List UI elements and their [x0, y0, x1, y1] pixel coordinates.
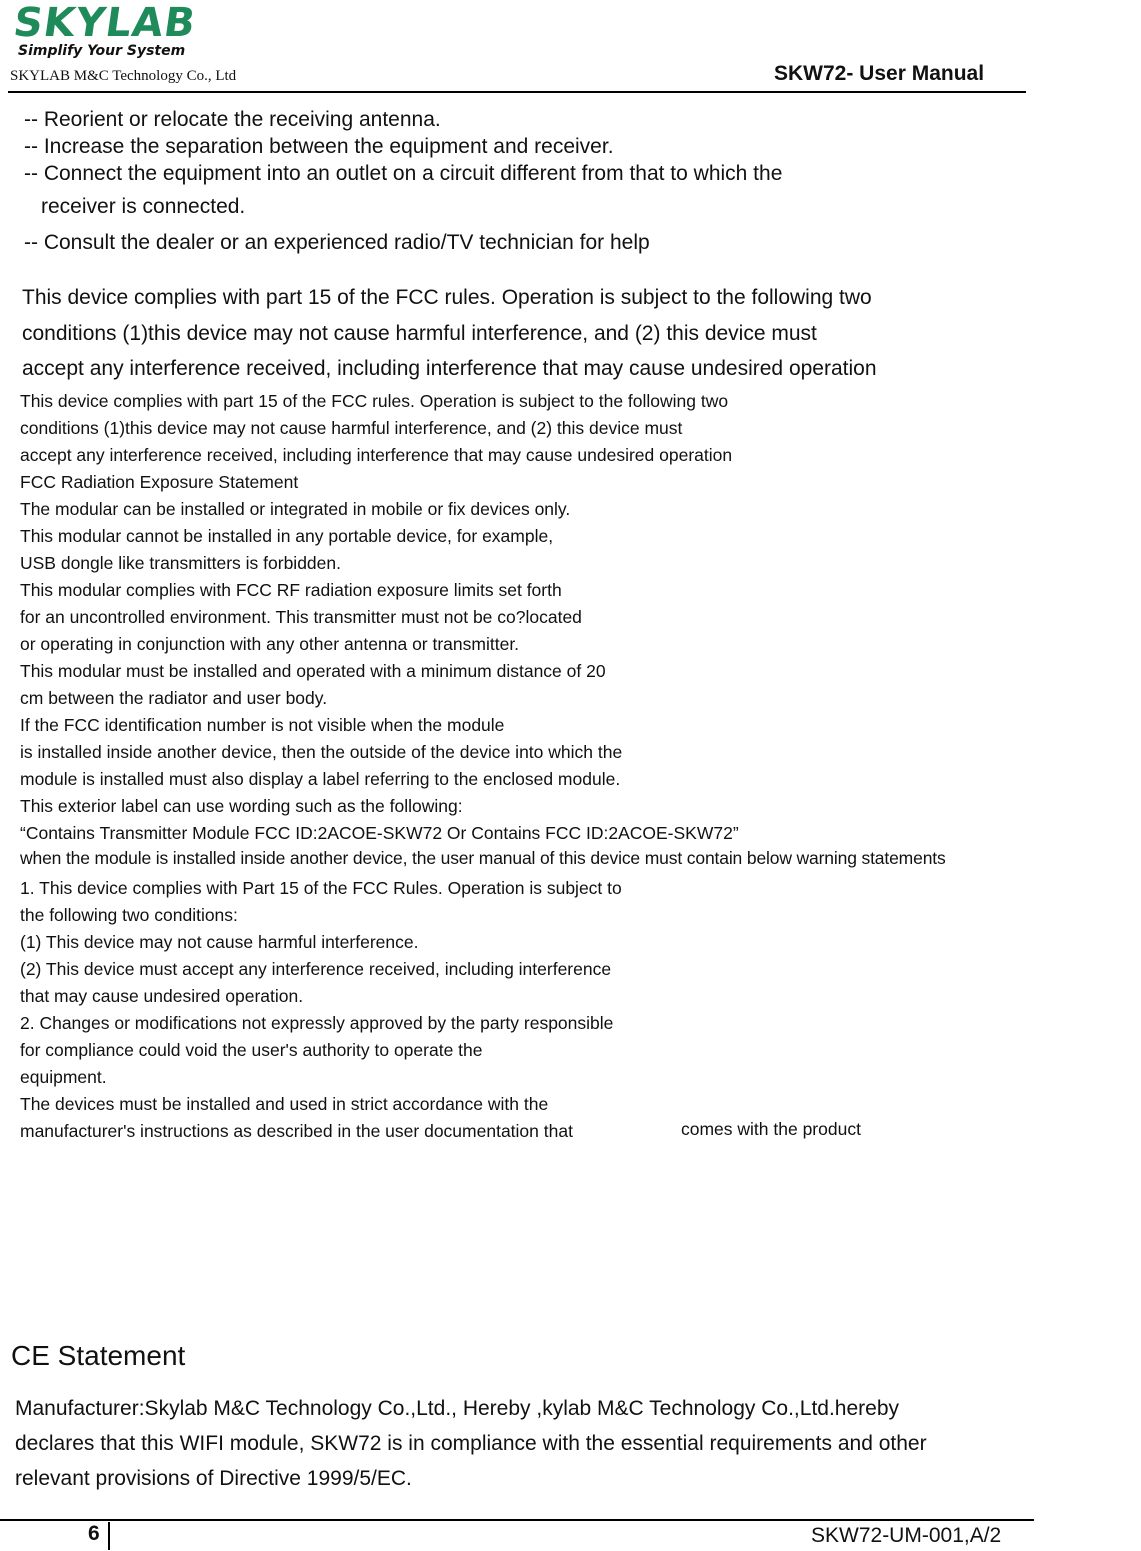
- ce-line: relevant provisions of Directive 1999/5/EC.: [15, 1467, 412, 1490]
- rf-line: This exterior label can use wording such as the following:: [20, 796, 463, 816]
- compliance-small-line: This device complies with part 15 of the FCC rules. Operation is subject to the following two: [20, 391, 729, 411]
- measure-line: -- Reorient or relocate the receiving antenna.: [24, 108, 441, 131]
- footer-separator: [108, 1522, 110, 1550]
- header-rule: [8, 91, 1026, 93]
- compliance-line: accept any interference received, including interference that may cause undesired operation: [22, 357, 877, 380]
- rf-line: equipment.: [20, 1067, 107, 1087]
- rf-line: the following two conditions:: [20, 905, 238, 925]
- page-number: 6: [88, 1522, 100, 1545]
- measure-line: -- Increase the separation between the equipment and receiver.: [24, 135, 614, 158]
- rf-heading: FCC Radiation Exposure Statement: [20, 472, 299, 492]
- rf-line: The modular can be installed or integrated in mobile or fix devices only.: [20, 499, 571, 519]
- ce-line: Manufacturer:Skylab M&C Technology Co.,Ltd., Hereby ,kylab M&C Technology Co.,Ltd.hereby: [15, 1397, 899, 1420]
- rf-line: This modular cannot be installed in any portable device, for example,: [20, 526, 554, 546]
- compliance-small-line: conditions (1)this device may not cause harmful interference, and (2) this device must: [20, 418, 683, 438]
- rf-line: 2. Changes or modifications not expressly approved by the party responsible: [20, 1013, 614, 1033]
- rf-line: manufacturer's instructions as described in the user documentation that: [20, 1121, 573, 1141]
- rf-line: cm between the radiator and user body.: [20, 688, 328, 708]
- company-name: SKYLAB M&C Technology Co., Ltd: [10, 68, 237, 84]
- rf-line: USB dongle like transmitters is forbidden.: [20, 553, 341, 573]
- rf-line: 1. This device complies with Part 15 of the FCC Rules. Operation is subject to: [20, 878, 622, 898]
- rf-line: for an uncontrolled environment. This transmitter must not be co?located: [20, 607, 582, 627]
- compliance-line: This device complies with part 15 of the FCC rules. Operation is subject to the following two: [22, 286, 872, 309]
- ce-line: declares that this WIFI module, SKW72 is in compliance with the essential requirements and other: [15, 1432, 927, 1455]
- measure-line: receiver is connected.: [41, 195, 246, 218]
- fcc-id-label-text: “Contains Transmitter Module FCC ID:2ACOE-SKW72 Or Contains FCC ID:2ACOE-SKW72”: [20, 823, 739, 843]
- rf-line: or operating in conjunction with any other antenna or transmitter.: [20, 634, 520, 654]
- compliance-line: conditions (1)this device may not cause harmful interference, and (2) this device must: [22, 322, 817, 345]
- manual-title: SKW72- User Manual: [774, 62, 985, 85]
- logo-tagline: Simplify Your System: [18, 43, 186, 59]
- rf-line: for compliance could void the user's authority to operate the: [20, 1040, 483, 1060]
- document-code: SKW72-UM-001,A/2: [811, 1524, 1002, 1547]
- rf-line: The devices must be installed and used in strict accordance with the: [20, 1094, 549, 1114]
- rf-line: This modular complies with FCC RF radiation exposure limits set forth: [20, 580, 562, 600]
- rf-line: (2) This device must accept any interference received, including interference: [20, 959, 612, 979]
- rf-line: module is installed must also display a label referring to the enclosed module.: [20, 769, 621, 789]
- rf-line: If the FCC identification number is not visible when the module: [20, 715, 505, 735]
- rf-line: (1) This device may not cause harmful interference.: [20, 932, 419, 952]
- rf-line: when the module is installed inside another device, the user manual of this device must contain below warning statements: [20, 848, 946, 868]
- footer-rule: [0, 1519, 1034, 1521]
- compliance-small-line: accept any interference received, including interference that may cause undesired operation: [20, 445, 733, 465]
- measure-line: -- Consult the dealer or an experienced radio/TV technician for help: [24, 231, 650, 254]
- rf-line: that may cause undesired operation.: [20, 986, 304, 1006]
- measure-line: -- Connect the equipment into an outlet on a circuit different from that to which the: [24, 162, 783, 185]
- rf-line-tail: comes with the product: [681, 1119, 861, 1139]
- rf-line: is installed inside another device, then the outside of the device into which the: [20, 742, 623, 762]
- ce-title: CE Statement: [11, 1340, 186, 1371]
- logo-text: SKYLAB: [10, 0, 199, 46]
- rf-line: This modular must be installed and operated with a minimum distance of 20: [20, 661, 606, 681]
